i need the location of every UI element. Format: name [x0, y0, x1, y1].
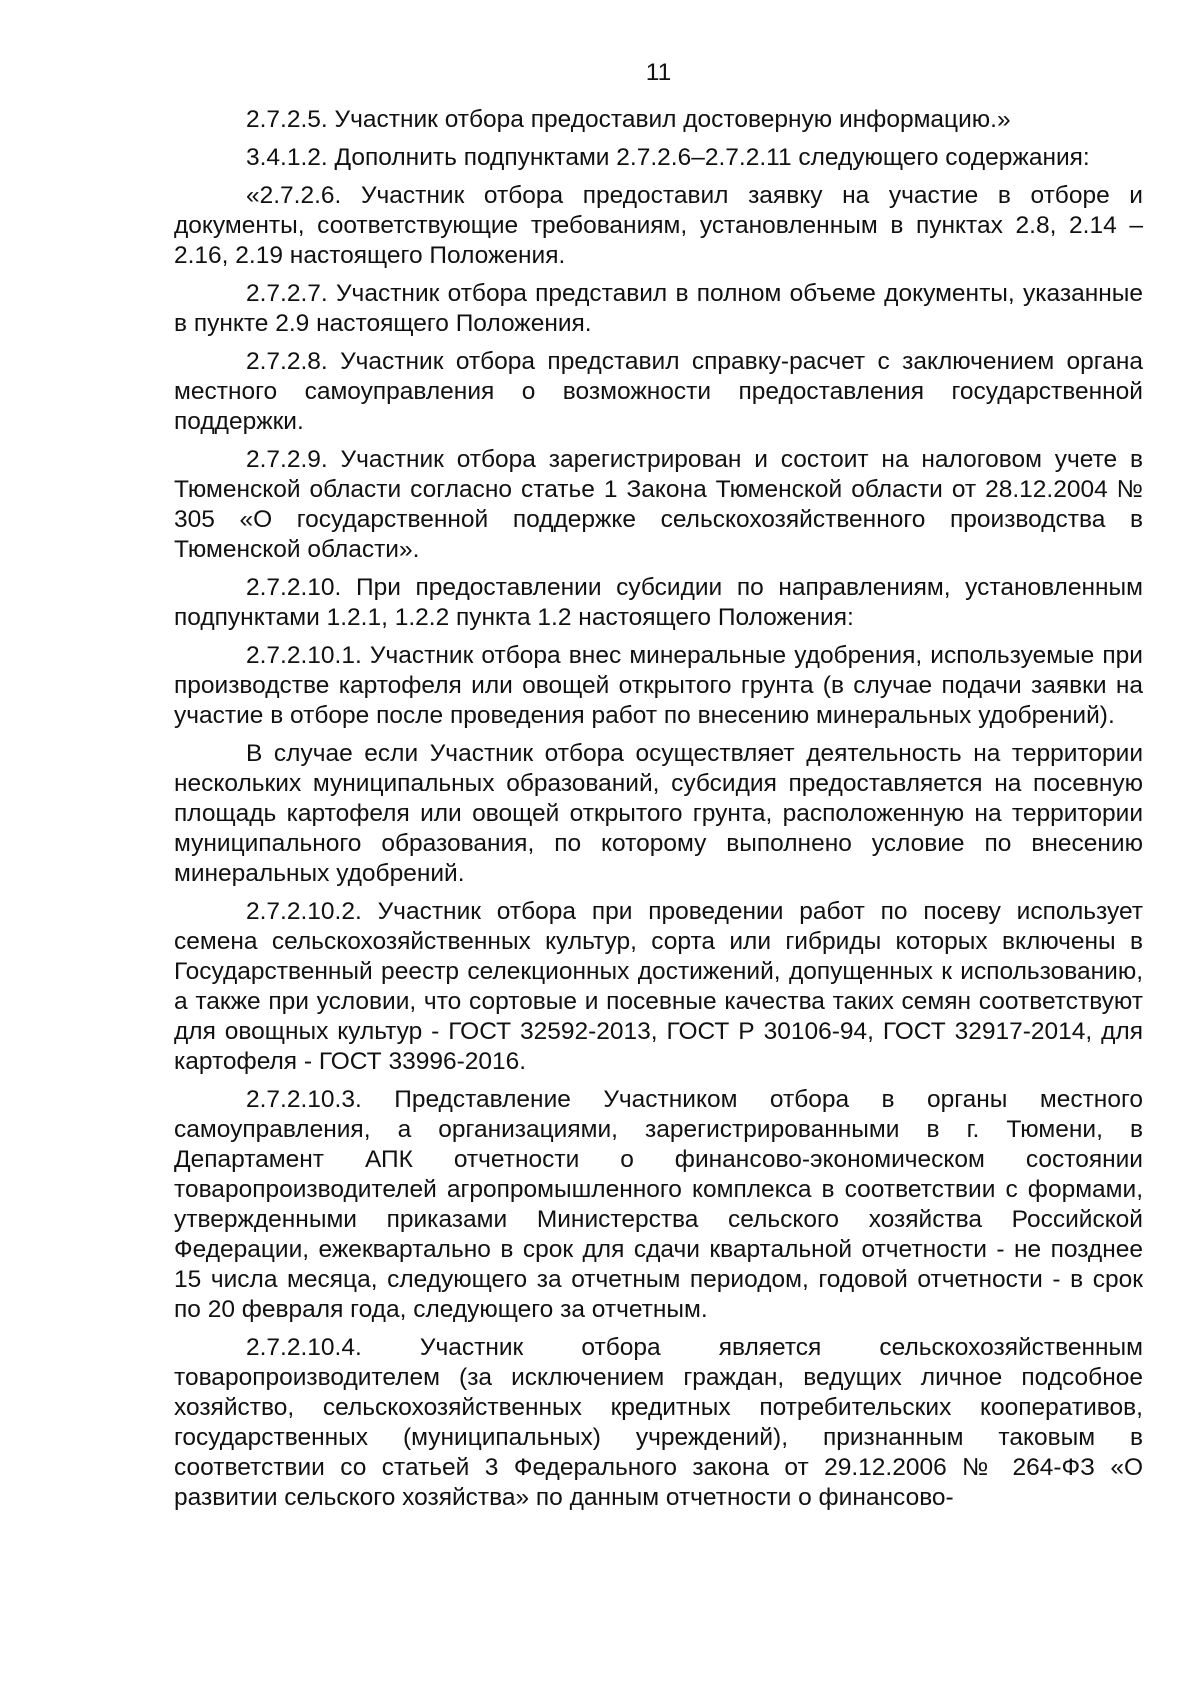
paragraph-3-4-1-2: 3.4.1.2. Дополнить подпунктами 2.7.2.6–2.7.2.11 следующего содержания:	[246, 144, 1090, 171]
paragraph-2-7-2-10: 2.7.2.10. При предоставлении субсидии по направлениям, установленным подпунктами 1.2.1, 1.2.2 пункта 1.2 настоящего Положения:	[174, 574, 1143, 631]
paragraph-2-7-2-9: 2.7.2.9. Участник отбора зарегистрирован и состоит на налоговом учете в Тюменской области согласно статье 1 Закона Тюменской области от 28.12.2004 № 305 «О государственной поддержке сельскохозяйственного производства в Тюменской области».	[174, 446, 1143, 563]
paragraph-2-7-2-7: 2.7.2.7. Участник отбора представил в полном объеме документы, указанные в пункте 2.9 настоящего Положения.	[174, 280, 1143, 337]
paragraph-2-7-2-6: «2.7.2.6. Участник отбора предоставил заявку на участие в отборе и документы, соответствующие требованиям, установленным в пунктах 2.8, 2.14 –2.16, 2.19 настоящего Положения.	[174, 182, 1143, 269]
paragraph-2-7-2-8: 2.7.2.8. Участник отбора представил справку-расчет с заключением органа местного самоуправления о возможности предоставления государственной поддержки.	[174, 348, 1143, 435]
paragraph-2-7-2-10-3: 2.7.2.10.3. Представление Участником отбора в органы местного самоуправления, а организациями, зарегистрированными в г. Тюмени, в Департамент АПК отчетности о финансово-экономическом состоянии товаропроизводителей агропромышленного комплекса в соответствии с формами, утвержденными приказами Министерства сельского хозяйства Российской Федерации, ежеквартально в срок для сдачи квартальной отчетности - не позднее 15 числа месяца, следующего за отчетным периодом, годовой отчетности - в срок по 20 февраля года, следующего за отчетным.	[174, 1086, 1143, 1323]
paragraph-2-7-2-10-1: 2.7.2.10.1. Участник отбора внес минеральные удобрения, используемые при производстве картофеля или овощей открытого грунта (в случае подачи заявки на участие в отборе после проведения работ по внесению минеральных удобрений).	[174, 642, 1143, 729]
paragraph-territory-case: В случае если Участник отбора осуществляет деятельность на территории нескольких муниципальных образований, субсидия предоставляется на посевную площадь картофеля или овощей открытого грунта, расположенную на территории муниципального образования, по которому выполнено условие по внесению минеральных удобрений.	[174, 740, 1143, 887]
paragraph-2-7-2-5: 2.7.2.5. Участник отбора предоставил достоверную информацию.»	[246, 106, 1011, 133]
paragraph-2-7-2-10-2: 2.7.2.10.2. Участник отбора при проведении работ по посеву использует семена сельскохозяйственных культур, сорта или гибриды которых включены в Государственный реестр селекционных достижений, допущенных к использованию, а также при условии, что сортовые и посевные качества таких семян соответствуют для овощных культур - ГОСТ 32592-2013, ГОСТ Р 30106-94, ГОСТ 32917-2014, для картофеля - ГОСТ 33996-2016.	[174, 898, 1143, 1075]
paragraph-2-7-2-10-4: 2.7.2.10.4. Участник отбора является сельскохозяйственным товаропроизводителем (за исключением граждан, ведущих личное подсобное хозяйство, сельскохозяйственных кредитных потребительских кооперативов, государственных (муниципальных) учреждений), признанным таковым в соответствии со статьей 3 Федерального закона от 29.12.2006 № 264-ФЗ «О развитии сельского хозяйства» по данным отчетности о финансово-	[174, 1334, 1143, 1511]
page-number: 11	[645, 59, 672, 86]
